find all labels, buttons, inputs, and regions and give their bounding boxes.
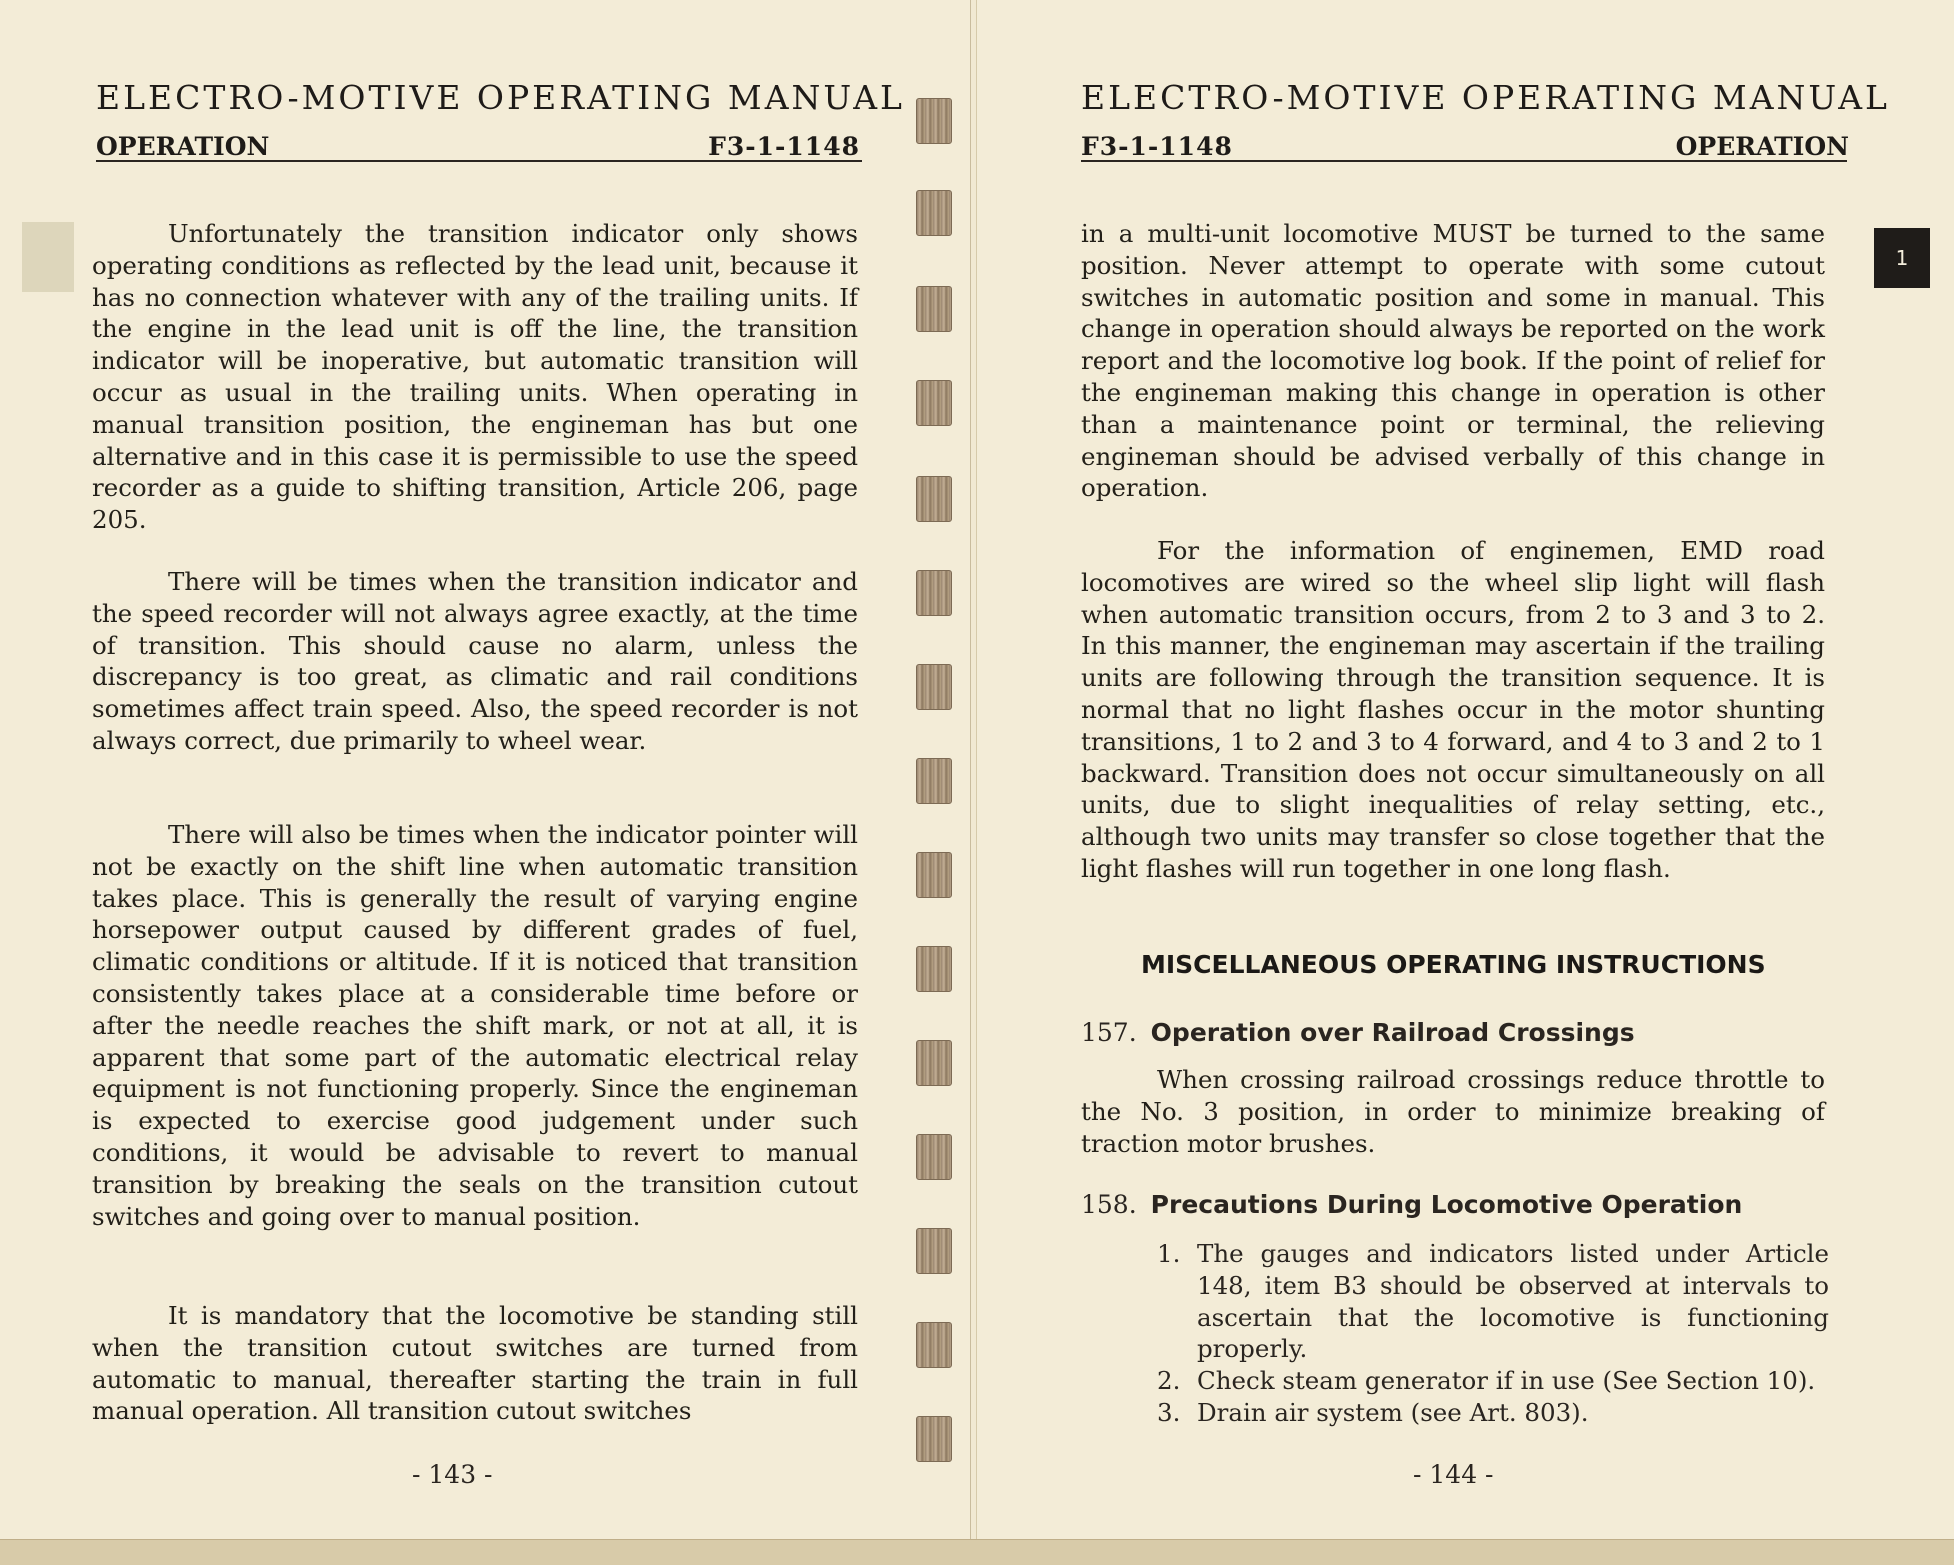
binding-hole bbox=[916, 286, 952, 332]
left-paragraph-3 bbox=[92, 819, 858, 1232]
left-header-section: OPERATION bbox=[96, 132, 270, 161]
right-page bbox=[976, 0, 1954, 1540]
list-item bbox=[1157, 1238, 1829, 1365]
list-text: The gauges and indicators listed under Article 148, item B3 should be observed at intervals to ascertain that the locomotive is functioning properly. bbox=[1197, 1239, 1829, 1364]
article-number: 158. bbox=[1081, 1190, 1137, 1219]
left-paragraph-1 bbox=[92, 218, 858, 536]
binding-hole bbox=[916, 570, 952, 616]
binding-hole bbox=[916, 1416, 952, 1462]
right-paragraph-2 bbox=[1081, 535, 1825, 885]
list-text: Check steam generator if in use (See Section 10). bbox=[1197, 1366, 1816, 1396]
right-paragraph-1 bbox=[1081, 218, 1825, 504]
right-page-number: - 144 - bbox=[1413, 1460, 1494, 1489]
left-page bbox=[0, 0, 971, 1540]
paragraph-text: For the information of enginemen, EMD road locomotives are wired so the wheel slip light will flash when automatic transition occurs, from 2 to 3 and 3 to 2. In this manner, the engineman may ascertain if the trailing units are following through the transition sequence. It is normal that no light flashes occur in the motor shunting transitions, 1 to 2 and 3 to 4 forward, and 4 to 3 and 2 to 1 backward. Transition does not occur simultaneously on all units, due to slight inequalities of relay setting, etc., although two units may transfer so close together that the light flashes will run together in one long flash. bbox=[1081, 536, 1825, 883]
list-number: 2. bbox=[1157, 1366, 1181, 1396]
list-item bbox=[1157, 1397, 1829, 1429]
list-number: 1. bbox=[1157, 1239, 1181, 1268]
show-through-mark bbox=[22, 222, 74, 292]
article-title: Precautions During Locomotive Operation bbox=[1150, 1190, 1743, 1219]
section-tab[interactable]: 1 bbox=[1874, 228, 1930, 288]
article-157-body bbox=[1081, 1064, 1825, 1159]
right-header-code: F3-1-1148 bbox=[1081, 132, 1233, 161]
binding-hole bbox=[916, 664, 952, 710]
binding-hole bbox=[916, 946, 952, 992]
list-item bbox=[1157, 1365, 1829, 1397]
left-binding-holes bbox=[916, 0, 952, 1540]
list-number: 3. bbox=[1157, 1397, 1181, 1427]
binding-hole bbox=[916, 852, 952, 898]
article-158-list bbox=[1157, 1238, 1829, 1429]
right-header-section: OPERATION bbox=[1675, 132, 1849, 161]
binding-hole bbox=[916, 380, 952, 426]
section-heading: MISCELLANEOUS OPERATING INSTRUCTIONS bbox=[1141, 950, 1766, 979]
left-page-number: - 143 - bbox=[412, 1460, 493, 1489]
article-title: Operation over Railroad Crossings bbox=[1150, 1018, 1635, 1047]
left-paragraph-2 bbox=[92, 566, 858, 757]
article-158-heading bbox=[1081, 1190, 1742, 1219]
right-manual-title: ELECTRO-MOTIVE OPERATING MANUAL bbox=[1081, 78, 1890, 117]
paragraph-text: in a multi-unit locomotive MUST be turned to the same position. Never attempt to operate with some cutout switches in automatic position and some in manual. This change in operation should always be reported on the work report and the locomotive log book. If the point of relief for the engineman making this change in operation is other than a maintenance point or terminal, the relieving engineman should be advised verbally of this change in operation. bbox=[1081, 219, 1825, 503]
binding-hole bbox=[916, 1134, 952, 1180]
binding-hole bbox=[916, 1228, 952, 1274]
left-header-rule bbox=[96, 160, 862, 162]
paragraph-text: There will also be times when the indicator pointer will not be exactly on the shift line when automatic transition takes place. This is generally the result of varying engine horsepower output caused by different grades of fuel, climatic conditions or altitude. If it is noticed that transition consistently takes place at a considerable time before or after the needle reaches the shift mark, or not at all, it is apparent that some part of the automatic electrical relay equipment is not functioning properly. Since the engineman is expected to exercise good judgement under such conditions, it would be advisable to revert to manual transition by breaking the seals on the transition cutout switches and going over to manual position. bbox=[92, 820, 858, 1231]
left-paragraph-4 bbox=[92, 1300, 858, 1427]
page-bottom-edge bbox=[0, 1539, 1954, 1565]
binding-hole bbox=[916, 190, 952, 236]
paragraph-text: When crossing railroad crossings reduce throttle to the No. 3 position, in order to minimize breaking of traction motor brushes. bbox=[1081, 1065, 1825, 1158]
left-manual-title: ELECTRO-MOTIVE OPERATING MANUAL bbox=[96, 78, 905, 117]
paragraph-text: It is mandatory that the locomotive be standing still when the transition cutout switches are turned from automatic to manual, thereafter starting the train in full manual operation. All transition cutout switches bbox=[92, 1301, 858, 1426]
binding-hole bbox=[916, 1040, 952, 1086]
article-number: 157. bbox=[1081, 1018, 1137, 1047]
binding-hole bbox=[916, 98, 952, 144]
binding-hole bbox=[916, 758, 952, 804]
article-157-heading bbox=[1081, 1018, 1635, 1047]
paragraph-text: Unfortunately the transition indicator only shows operating conditions as reflected by the lead unit, because it has no connection whatever with any of the trailing units. If the engine in the lead unit is off the line, the transition indicator will be inoperative, but automatic transition will occur as usual in the trailing units. When operating in manual transition position, the engineman has but one alternative and in this case it is permissible to use the speed recorder as a guide to shifting transition, Article 206, page 205. bbox=[92, 219, 858, 535]
binding-hole bbox=[916, 476, 952, 522]
list-text: Drain air system (see Art. 803). bbox=[1197, 1397, 1589, 1427]
left-header-code: F3-1-1148 bbox=[708, 132, 860, 161]
paragraph-text: There will be times when the transition indicator and the speed recorder will not always agree exactly, at the time of transition. This should cause no alarm, unless the discrepancy is too great, as climatic and rail conditions sometimes affect train speed. Also, the speed recorder is not always correct, due primarily to wheel wear. bbox=[92, 567, 858, 755]
binding-hole bbox=[916, 1322, 952, 1368]
right-header-rule bbox=[1081, 160, 1847, 162]
